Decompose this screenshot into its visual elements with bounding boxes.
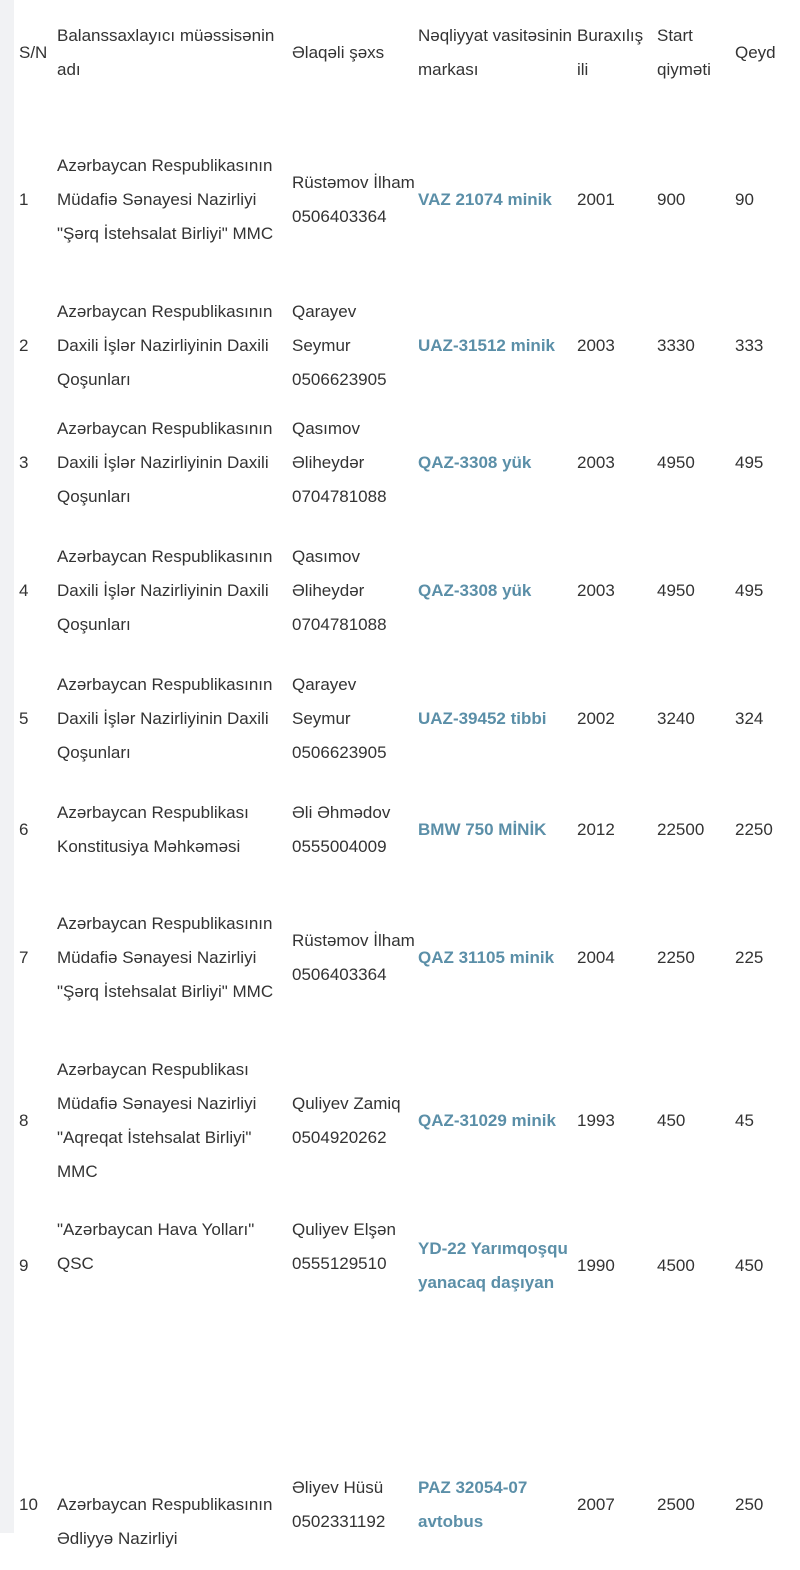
cell-year: 1990 [577,1256,615,1275]
cell-contact: Qarayev Seymur 0506623905 [292,302,387,389]
table-row [14,783,800,877]
header-contact: Əlaqəli şəxs [292,43,385,62]
cell-year: 1993 [577,1111,615,1130]
cell-contact: Rüstəmov İlham 0506403364 [292,172,415,226]
cell-sn: 7 [19,948,29,967]
cell-organization: Azərbaycan Respublikası Konstitusiya Məhkəməsi [57,803,249,856]
cell-vehicle [418,877,577,1039]
cell-vehicle [418,106,577,293]
cell-vehicle [418,783,577,877]
cell-year: 2012 [577,820,615,839]
cell-note: 45 [735,1111,754,1130]
cell-start-price: 3330 [657,336,695,355]
vehicle-link[interactable]: QAZ-3308 yük [418,453,532,472]
table-row [14,106,800,293]
cell-vehicle [418,293,577,399]
cell-year: 2001 [577,189,615,209]
cell-vehicle [418,1203,577,1329]
vehicle-link[interactable]: UAZ-39452 tibbi [418,709,547,728]
cell-sn: 4 [19,581,29,600]
cell-year: 2002 [577,709,615,728]
table-header [14,0,800,106]
cell-vehicle [418,527,577,655]
cell-year: 2004 [577,948,615,967]
cell-note: 225 [735,948,764,967]
cell-sn: 6 [19,820,29,839]
cell-note: 495 [735,453,764,472]
cell-note: 90 [735,189,754,209]
cell-sn: 2 [19,336,29,355]
table-row [14,1203,800,1329]
cell-vehicle [418,399,577,527]
cell-vehicle [418,1329,577,1570]
cell-year: 2003 [577,581,615,600]
cell-organization: Azərbaycan Respublikasının Daxili İşlər Nazirliyinin Daxili Qoşunları [57,675,273,762]
cell-year: 2007 [577,1495,615,1514]
cell-start-price: 2500 [657,1495,695,1514]
cell-organization: Azərbaycan Respublikasının Daxili İşlər Nazirliyinin Daxili Qoşunları [57,419,273,506]
header-organization: Balanssaxlayıcı müəssisənin adı [57,26,275,79]
cell-note: 2250 [735,820,773,839]
vehicle-link[interactable]: QAZ 31105 minik [418,948,555,967]
cell-note: 333 [735,336,764,355]
cell-start-price: 22500 [657,820,705,839]
header-vehicle: Nəqliyyat vasitəsinin markası [418,26,573,79]
table-body [14,106,800,1570]
cell-contact: Qasımov Əliheydər 0704781088 [292,419,387,506]
cell-note: 450 [735,1256,764,1275]
header-note: Qeyd [735,43,776,62]
table-row [14,1039,800,1203]
table-row [14,293,800,399]
cell-start-price: 900 [657,189,686,209]
table-row [14,399,800,527]
cell-start-price: 4500 [657,1256,695,1275]
header-sn: S/N [19,43,48,62]
cell-vehicle [418,1039,577,1203]
left-edge-strip [0,0,14,1533]
cell-note: 495 [735,581,764,600]
cell-year: 2003 [577,453,615,472]
cell-sn: 3 [19,453,29,472]
cell-organization: Azərbaycan Respublikasının Ədliyyə Nazirliyi [57,1495,273,1548]
cell-contact: Quliyev Elşən 0555129510 [292,1220,396,1273]
vehicle-link[interactable]: YD-22 Yarımqoşqu yanacaq daşıyan [418,1239,568,1292]
cell-organization: Azərbaycan Respublikası Müdafiə Sənayesi Nazirliyi "Aqreqat İstehsalat Birliyi" MMC [57,1060,257,1181]
cell-start-price: 4950 [657,453,695,472]
cell-start-price: 450 [657,1111,686,1130]
cell-vehicle [418,655,577,783]
table-row [14,655,800,783]
table-row [14,1329,800,1570]
table-row [14,877,800,1039]
cell-start-price: 3240 [657,709,695,728]
cell-organization: Azərbaycan Respublikasının Müdafiə Sənayesi Nazirliyi "Şərq İstehsalat Birliyi" MMC [57,155,274,243]
cell-organization: "Azərbaycan Hava Yolları" QSC [57,1220,255,1273]
cell-start-price: 2250 [657,948,695,967]
vehicle-link[interactable]: BMW 750 MİNİK [418,820,547,839]
cell-note: 324 [735,709,764,728]
vehicle-link[interactable]: PAZ 32054-07 avtobus [418,1478,528,1531]
cell-note: 250 [735,1495,764,1514]
vehicle-auction-table [14,0,800,1570]
header-row [14,0,800,106]
cell-sn: 10 [19,1495,38,1514]
cell-organization: Azərbaycan Respublikasının Daxili İşlər Nazirliyinin Daxili Qoşunları [57,302,273,389]
cell-contact: Əli Əhmədov 0555004009 [292,803,391,856]
cell-sn: 9 [19,1256,29,1275]
cell-contact: Rüstəmov İlham 0506403364 [292,931,415,984]
vehicle-link[interactable]: UAZ-31512 minik [418,336,555,355]
cell-sn: 1 [19,189,29,209]
vehicle-link[interactable]: VAZ 21074 minik [418,189,552,209]
cell-contact: Qasımov Əliheydər 0704781088 [292,547,387,634]
cell-contact: Qarayev Seymur 0506623905 [292,675,387,762]
cell-start-price: 4950 [657,581,695,600]
vehicle-link[interactable]: QAZ-3308 yük [418,581,532,600]
header-year: Buraxılış ili [577,26,644,79]
header-start-price: Start qiyməti [657,26,711,79]
cell-organization: Azərbaycan Respublikasının Daxili İşlər Nazirliyinin Daxili Qoşunları [57,547,273,634]
cell-sn: 5 [19,709,29,728]
cell-contact: Quliyev Zamiq 0504920262 [292,1094,401,1147]
cell-year: 2003 [577,336,615,355]
table-row [14,527,800,655]
cell-sn: 8 [19,1111,29,1130]
cell-contact: Əliyev Hüsü 0502331192 [292,1478,386,1531]
vehicle-link[interactable]: QAZ-31029 minik [418,1111,556,1130]
cell-organization: Azərbaycan Respublikasının Müdafiə Sənayesi Nazirliyi "Şərq İstehsalat Birliyi" MMC [57,914,274,1001]
